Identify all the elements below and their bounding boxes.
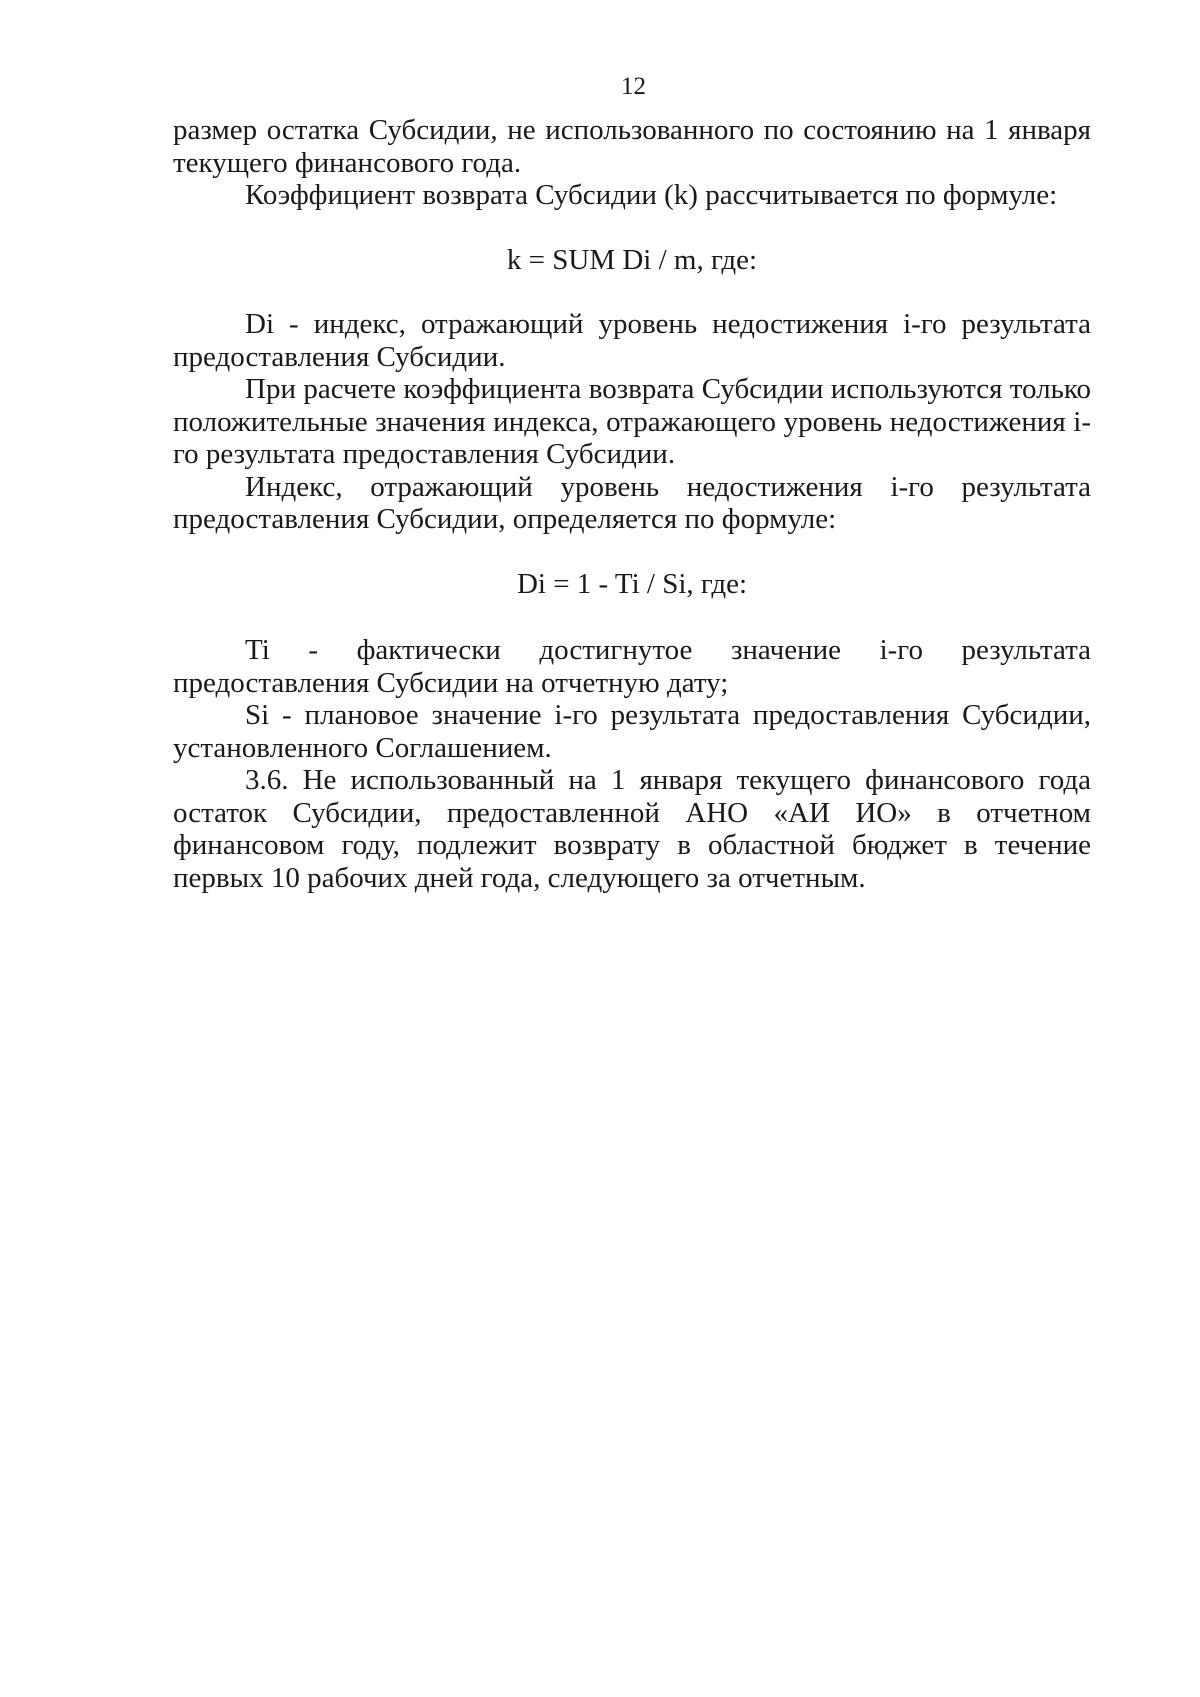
document-body <box>173 114 1091 894</box>
formula-return-coefficient: k = SUM Di / m, где: <box>506 243 758 276</box>
paragraph-di-definition: Di - индекс, отражающий уровень недостижения i-го результата предоставления Субсидии. <box>173 308 1091 373</box>
paragraph-index-intro: Индекс, отражающий уровень недостижения i-го результата предоставления Субсидии, определяется по формуле: <box>173 470 1091 535</box>
formula-index: Di = 1 - Ti / Si, где: <box>516 567 748 600</box>
paragraph-clause-3-6: 3.6. Не использованный на 1 января текущего финансового года остаток Субсидии, предоставленной АНО «АИ ИО» в отчетном финансовом году, подлежит возврату в областной бюджет в течение первых 10 рабочих дней года, следующего за отчетным. <box>173 764 1091 894</box>
paragraph-si-definition: Si - плановое значение i-го результата предоставления Субсидии, установленного Соглашением. <box>173 699 1091 764</box>
paragraph-ti-definition: Ti - фактически достигнутое значение i-го результата предоставления Субсидии на отчетную дату; <box>173 634 1091 699</box>
paragraph-return-coefficient-intro: Коэффициент возврата Субсидии (k) рассчитывается по формуле: <box>245 179 1058 211</box>
paragraph-remainder-size: размер остатка Субсидии, не использованного по состоянию на 1 января текущего финансового года. <box>173 114 1091 179</box>
paragraph-positive-values: При расчете коэффициента возврата Субсидии используются только положительные значения индекса, отражающего уровень недостижения i-го результата предоставления Субсидии. <box>173 373 1091 470</box>
page-number: 12 <box>621 73 646 100</box>
